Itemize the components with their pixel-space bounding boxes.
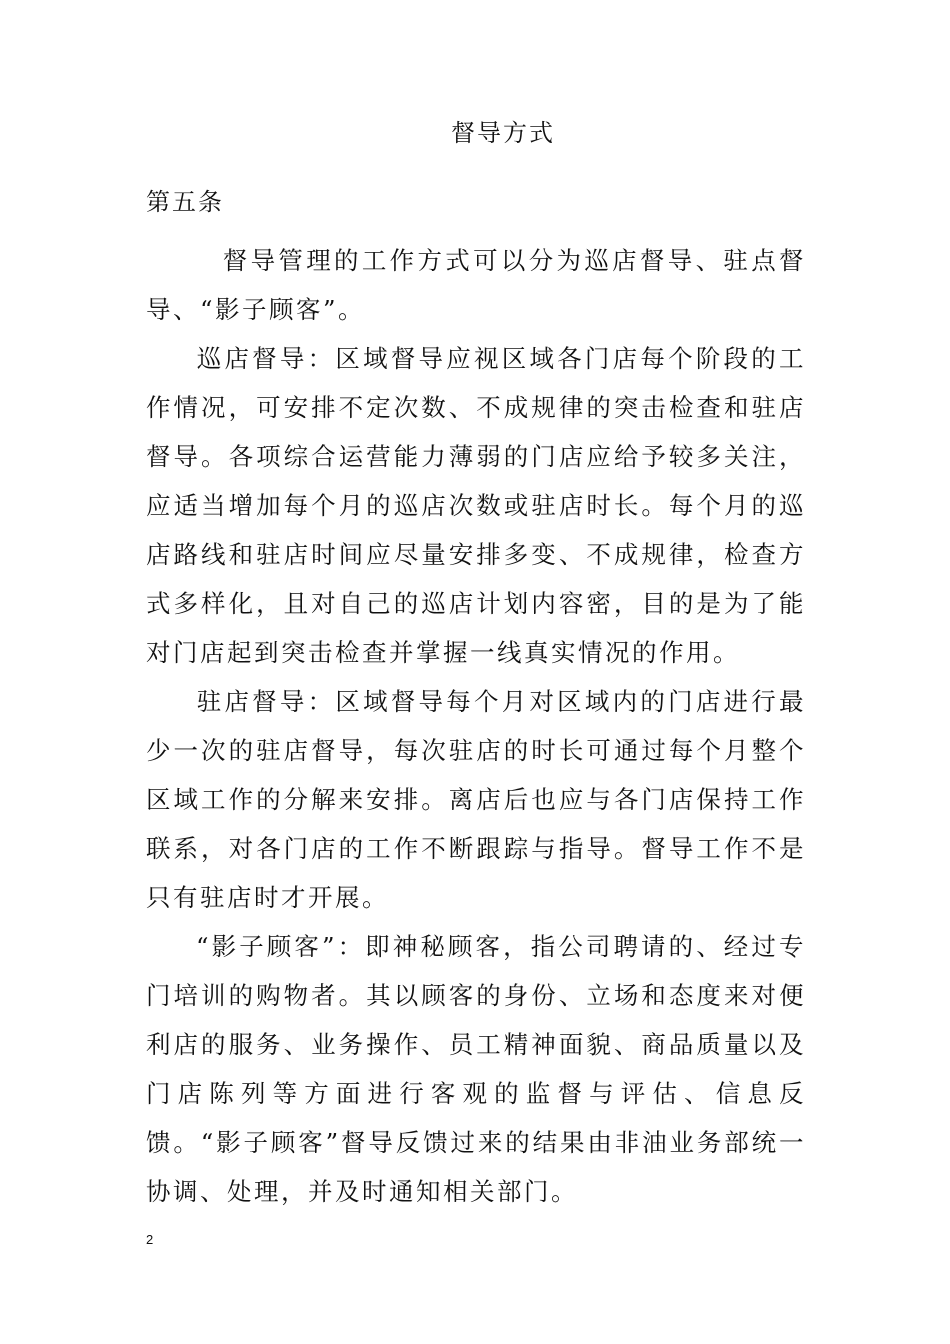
document-body <box>146 236 806 1216</box>
paragraph-text: 巡店督导：区域督导应视区域各门店每个阶段的工作情况，可安排不定次数、不成规律的突击检查和驻店督导。各项综合运营能力薄弱的门店应给予较多关注，应适当增加每个月的巡店次数或驻店时长。每个月的巡店路线和驻店时间应尽量安排多变、不成规律，检查方式多样化，且对自己的巡店计划内容密，目的是为了能对门店起到突击检查并掌握一线真实情况的作用。 <box>146 344 806 667</box>
paragraph-text: 驻店督导：区域督导每个月对区域内的门店进行最少一次的驻店督导，每次驻店的时长可通过每个月整个区域工作的分解来安排。离店后也应与各门店保持工作联系，对各门店的工作不断跟踪与指导。督导工作不是只有驻店时才开展。 <box>146 687 806 912</box>
paragraph-text: 督导管理的工作方式可以分为巡店督导、驻点督导、“影子顾客”。 <box>146 246 806 324</box>
article-label: 第五条 <box>146 188 224 216</box>
paragraph-store-visit <box>146 334 806 677</box>
paragraph-shadow-customer <box>146 922 806 1216</box>
paragraph-text: “影子顾客”：即神秘顾客，指公司聘请的、经过专门培训的购物者。其以顾客的身份、立场和态度来对便利店的服务、业务操作、员工精神面貌、商品质量以及门店陈列等方面进行客观的监督与评估、信息反馈。“影子顾客”督导反馈过来的结果由非油业务部统一协调、处理，并及时通知相关部门。 <box>146 932 806 1206</box>
paragraph-onsite <box>146 677 806 922</box>
section-title: 督导方式 <box>451 119 555 147</box>
page-number: 2 <box>146 1232 154 1247</box>
paragraph-intro <box>146 236 806 334</box>
